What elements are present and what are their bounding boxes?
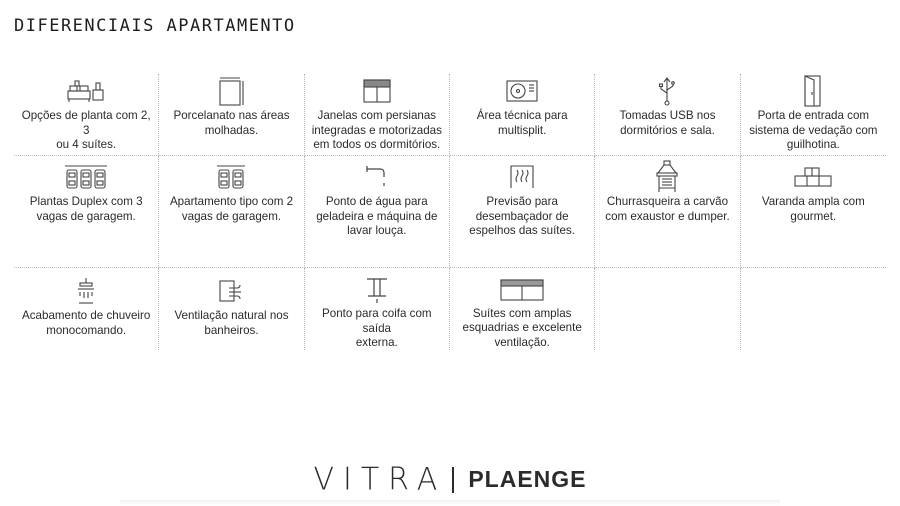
feature-item [450,156,595,268]
feature-label: Previsão para desembaçador de espelhos das suítes. [469,195,575,237]
balcony-icon [793,162,833,192]
feature-label: Área técnica para multisplit. [476,109,568,137]
feature-label: Ponto de água para geladeira e máquina de lavar louça. [316,195,438,237]
feature-label: Janelas com persianas integradas e motorizadas em todos os dormitórios. [311,109,442,151]
feature-label: Apartamento tipo com 2 vagas de garagem. [169,195,294,223]
feature-item [159,156,304,268]
door-icon [802,76,824,106]
empty-cell [741,268,886,350]
vitra-logo: VITRA [313,461,447,498]
feature-item [159,268,304,350]
feature-item [741,74,886,156]
motorized-blind-icon [362,76,392,106]
brand-footer [0,462,900,497]
feature-label: Porcelanato nas áreas molhadas. [173,109,290,137]
feature-label: Acabamento de chuveiro monocomando. [22,309,151,337]
footer-shadow [120,500,780,506]
feature-item [595,156,740,268]
empty-cell [595,268,740,350]
feature-label: Porta de entrada com sistema de vedação com guilhotina. [749,109,878,151]
three-cars-icon [64,162,108,192]
shower-icon [75,276,97,306]
feature-item [741,156,886,268]
feature-label: Ventilação natural nos banheiros. [174,309,289,337]
feature-label: Varanda ampla com gourmet. [761,195,865,223]
hood-icon [364,276,390,304]
barbecue-icon [654,162,680,192]
ventilation-icon [218,276,244,306]
feature-item [305,156,450,268]
feature-item [305,268,450,350]
tile-icon [216,76,246,106]
window-icon [499,276,545,304]
plaenge-logo: PLAENGE [468,466,587,492]
page-title: DIFERENCIAIS APARTAMENTO [14,16,296,36]
usb-icon [657,76,677,106]
feature-item [305,74,450,156]
feature-item [14,156,159,268]
logo-divider [452,467,454,493]
furniture-icon [66,76,106,106]
feature-label: Opções de planta com 2, 3 ou 4 suítes. [21,109,151,151]
mirror-defogger-icon [509,162,535,192]
feature-label: Suítes com amplas esquadrias e excelente ventilação. [462,306,582,349]
feature-label: Tomadas USB nos dormitórios e sala. [619,109,716,137]
feature-label: Ponto para coifa com saída externa. [322,307,432,349]
feature-item [450,268,595,350]
feature-item [14,74,159,156]
features-grid [14,74,886,350]
feature-item [450,74,595,156]
feature-label: Plantas Duplex com 3 vagas de garagem. [29,195,143,223]
feature-item [595,74,740,156]
water-tap-icon [364,162,390,192]
feature-label: Churrasqueira a carvão com exaustor e dumper. [605,195,730,223]
air-conditioner-icon [505,76,539,106]
two-cars-icon [216,162,246,192]
feature-item [14,268,159,350]
feature-item [159,74,304,156]
